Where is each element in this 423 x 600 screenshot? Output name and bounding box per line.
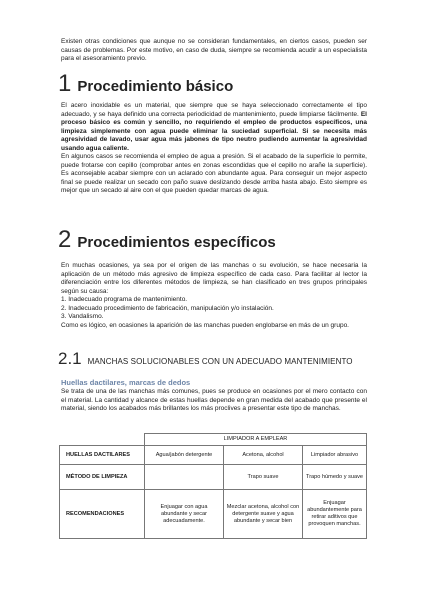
section-2-1-title: MANCHAS SOLUCIONABLES CON UN ADECUADO MANTENIMIENTO bbox=[87, 357, 353, 366]
intro-paragraph: Existen otras condiciones que aunque no se consideran fundamentales, en ciertos casos, pueden ser causas de problemas. Por este motivo, en caso de duda, siempre se recomienda acudir a un especialista para el asesoramiento previo. bbox=[61, 38, 367, 62]
table-row bbox=[60, 434, 367, 446]
section-2-body bbox=[61, 262, 367, 330]
table-row-label: RECOMENDACIONES bbox=[60, 490, 145, 539]
section-2-1-number: 2.1 bbox=[58, 349, 82, 368]
table-row-label: HUELLAS DACTILARES bbox=[60, 446, 145, 465]
section-1-text-bold: El proceso básico es común y sencillo, no requiriendo el empleo de productos específicos, una limpieza simplemente con agua puede eliminar la suciedad superficial. Si se necesita más agresividad de lavado, usar agua más jabones de tipo neutro pudiendo aumentar la agresividad usando agua caliente. bbox=[61, 110, 367, 152]
table-column-header: Limpiador abrasivo bbox=[303, 446, 367, 465]
table-cell: Trapo húmedo y suave bbox=[303, 465, 367, 490]
cause-item: 2. Inadecuado procedimiento de fabricación, manipulación y/o instalación. bbox=[61, 304, 274, 312]
table-cell: Trapo suave bbox=[224, 465, 303, 490]
section-1-text-a: El acero inoxidable es un material, que siempre que se haya seleccionado correctamente el tipo adecuado, y se haya definido una correcta periodicidad de mantenimiento, puede limpiarse fácilmente. bbox=[61, 102, 367, 118]
table-column-header: Acetona, alcohol bbox=[224, 446, 303, 465]
section-2-title: Procedimientos específicos bbox=[77, 234, 276, 251]
cleaning-table bbox=[59, 433, 367, 539]
table-cell: Mezclar acetona, alcohol con detergente suave y agua abundante y secar bien bbox=[224, 490, 303, 539]
table-cell: Enjuagar abundantemente para retirar aditivos que provoquen manchas. bbox=[303, 490, 367, 539]
huellas-heading: Huellas dactilares, marcas de dedos bbox=[61, 378, 191, 387]
section-1-body bbox=[61, 102, 367, 196]
section-2-1-heading bbox=[58, 349, 353, 369]
table-row bbox=[60, 446, 367, 465]
section-1-heading bbox=[58, 72, 233, 96]
section-2-number: 2 bbox=[58, 226, 72, 253]
table-row bbox=[60, 490, 367, 539]
section-1-title: Procedimiento básico bbox=[77, 78, 234, 95]
section-2-outro: Como es lógico, en ocasiones la aparición de las manchas pueden englobarse en más de un grupo. bbox=[61, 321, 349, 329]
table-cell: Enjuagar con agua abundante y secar adecuadamente. bbox=[145, 490, 224, 539]
table-row bbox=[60, 465, 367, 490]
cause-item: 3. Vandalismo. bbox=[61, 313, 104, 320]
section-1-number: 1 bbox=[58, 70, 72, 97]
huellas-paragraph: Se trata de una de las manchas más comunes, pues se produce en ocasiones por el mero contacto con el material. La cantidad y alcance de estas huellas depende en gran medida del acabado que presente el material, siendo los acabados más brillantes los más proclives a presentar este tipo de manchas. bbox=[61, 388, 367, 412]
section-2-intro: En muchas ocasiones, ya sea por el origen de las manchas o su evolución, se hace necesaria la aplicación de un método más agresivo de limpieza específico de cada caso. Para facilitar al lector la diferenciación entre los diferentes métodos de limpieza, se han clasificado en tres grupos principales según su causa: bbox=[61, 262, 367, 295]
table-row-label: MÉTODO DE LIMPIEZA bbox=[60, 465, 145, 490]
cause-item: 1. Inadecuado programa de mantenimiento. bbox=[61, 296, 188, 303]
table-column-header: Agua/jabón detergente bbox=[145, 446, 224, 465]
table-group-header: LIMPIADOR A EMPLEAR bbox=[145, 434, 367, 446]
section-2-heading bbox=[58, 228, 276, 252]
section-1-text-b: En algunos casos se recomienda el empleo de agua a presión. Si el acabado de la superficie lo permite, puede frotarse con cepillo (comprobar antes en zonas escondidas que el cepillo no arañe la superficie). Es aconsejable acabar siempre con un aclarado con abundante agua. Para conseguir un mejor aspecto final se puede realizar un secado con paño suave deslizando desde arriba hasta abajo. Esto siempre es mejor que un secado al aire con el que pueden quedar marcas de agua. bbox=[61, 153, 367, 194]
table-cell bbox=[145, 465, 224, 490]
